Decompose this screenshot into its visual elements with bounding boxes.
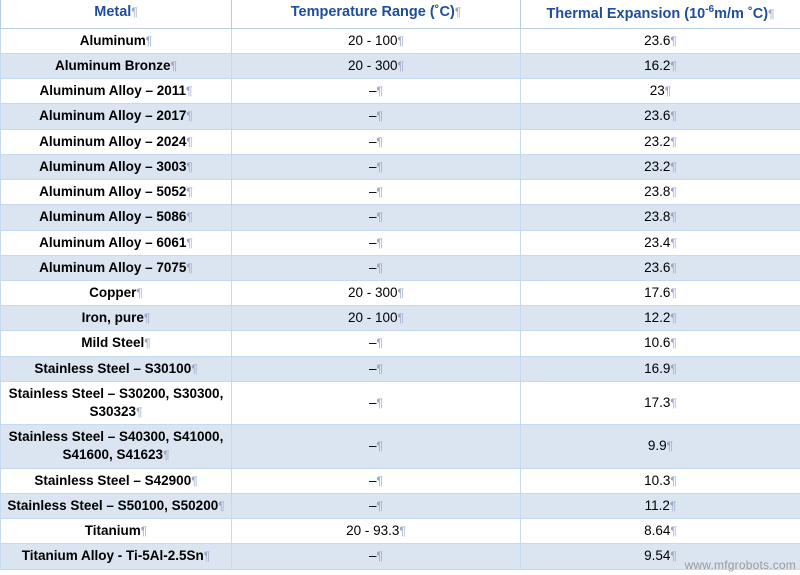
cell-temperature-range: –¶ <box>232 356 521 381</box>
paragraph-mark: ¶ <box>670 395 677 410</box>
cell-thermal-expansion: 23.2¶ <box>521 129 800 154</box>
cell-temperature-range: –¶ <box>232 154 521 179</box>
paragraph-mark: ¶ <box>664 84 672 99</box>
table-body <box>1 28 800 569</box>
column-header-metal-label: Metal <box>94 4 132 21</box>
cell-metal: Titanium¶ <box>1 519 232 544</box>
paragraph-mark: ¶ <box>670 524 677 539</box>
table-row <box>1 425 800 468</box>
paragraph-mark: ¶ <box>397 33 404 48</box>
paragraph-mark: ¶ <box>376 84 383 99</box>
cell-metal: Aluminum Alloy – 5086¶ <box>1 205 232 230</box>
cell-temperature-range: 20 - 100¶ <box>232 28 521 53</box>
thermal-expansion-exponent: -6 <box>705 4 715 15</box>
cell-thermal-expansion: 23.2¶ <box>521 154 800 179</box>
column-header-temperature-range-label: Temperature Range (˚C) <box>290 4 455 21</box>
thermal-expansion-post: m/m ˚C) <box>714 5 769 22</box>
cell-thermal-expansion: 17.3¶ <box>521 381 800 424</box>
table-row <box>1 129 800 154</box>
paragraph-mark: ¶ <box>136 405 143 420</box>
table-row <box>1 306 800 331</box>
cell-metal: Aluminum Alloy – 5052¶ <box>1 180 232 205</box>
cell-metal: Aluminum Alloy – 2024¶ <box>1 129 232 154</box>
cell-thermal-expansion: 12.2¶ <box>521 306 800 331</box>
paragraph-mark: ¶ <box>131 5 138 20</box>
paragraph-mark: ¶ <box>186 109 193 124</box>
table-row <box>1 205 800 230</box>
cell-metal: Stainless Steel – S30100¶ <box>1 356 232 381</box>
table-row <box>1 544 800 569</box>
paragraph-mark: ¶ <box>186 159 193 174</box>
column-header-metal <box>1 0 232 28</box>
paragraph-mark: ¶ <box>670 336 677 351</box>
cell-temperature-range: –¶ <box>232 230 521 255</box>
cell-metal: Aluminum Alloy – 6061¶ <box>1 230 232 255</box>
cell-metal: Aluminum Bronze¶ <box>1 53 232 78</box>
paragraph-mark: ¶ <box>670 159 677 174</box>
cell-metal: Copper¶ <box>1 280 232 305</box>
paragraph-mark: ¶ <box>376 210 383 225</box>
cell-temperature-range: 20 - 93.3¶ <box>232 519 521 544</box>
thermal-expansion-pre: Thermal Expansion (10 <box>546 5 706 22</box>
paragraph-mark: ¶ <box>218 498 225 513</box>
paragraph-mark: ¶ <box>191 361 198 376</box>
paragraph-mark: ¶ <box>186 84 193 99</box>
paragraph-mark: ¶ <box>397 311 404 326</box>
paragraph-mark: ¶ <box>144 336 151 351</box>
table-row <box>1 519 800 544</box>
paragraph-mark: ¶ <box>145 33 153 48</box>
cell-thermal-expansion: 10.6¶ <box>521 331 800 356</box>
paragraph-mark: ¶ <box>670 134 677 149</box>
table-row <box>1 381 800 424</box>
cell-thermal-expansion: 23.8¶ <box>521 205 800 230</box>
table-row <box>1 28 800 53</box>
paragraph-mark: ¶ <box>666 439 674 454</box>
paragraph-mark: ¶ <box>376 159 383 174</box>
cell-metal: Stainless Steel – S42900¶ <box>1 468 232 493</box>
paragraph-mark: ¶ <box>397 285 404 300</box>
table-row <box>1 493 800 518</box>
paragraph-mark: ¶ <box>397 58 404 73</box>
table-header <box>1 0 800 28</box>
paragraph-mark: ¶ <box>376 235 383 250</box>
paragraph-mark: ¶ <box>670 58 677 73</box>
cell-thermal-expansion: 23.8¶ <box>521 180 800 205</box>
cell-temperature-range: 20 - 300¶ <box>232 53 521 78</box>
table-row <box>1 468 800 493</box>
paragraph-mark: ¶ <box>670 285 677 300</box>
paragraph-mark: ¶ <box>376 109 383 124</box>
table-row <box>1 79 800 104</box>
paragraph-mark: ¶ <box>670 185 677 200</box>
paragraph-mark: ¶ <box>670 311 677 326</box>
cell-temperature-range: –¶ <box>232 544 521 569</box>
cell-metal: Stainless Steel – S50100, S50200¶ <box>1 493 232 518</box>
cell-temperature-range: –¶ <box>232 180 521 205</box>
cell-metal: Aluminum Alloy – 2011¶ <box>1 79 232 104</box>
paragraph-mark: ¶ <box>376 473 383 488</box>
cell-thermal-expansion: 8.64¶ <box>521 519 800 544</box>
paragraph-mark: ¶ <box>670 210 677 225</box>
cell-thermal-expansion: 17.6¶ <box>521 280 800 305</box>
table-row <box>1 280 800 305</box>
cell-temperature-range: –¶ <box>232 104 521 129</box>
table-row <box>1 154 800 179</box>
cell-thermal-expansion: 9.9¶ <box>521 425 800 468</box>
cell-metal: Stainless Steel – S40300, S41000, S41600, S41623¶ <box>1 425 232 468</box>
paragraph-mark: ¶ <box>669 498 677 513</box>
table-row <box>1 255 800 280</box>
table-row <box>1 230 800 255</box>
paragraph-mark: ¶ <box>186 260 193 275</box>
paragraph-mark: ¶ <box>376 260 383 275</box>
paragraph-mark: ¶ <box>186 185 193 200</box>
table-row <box>1 331 800 356</box>
paragraph-mark: ¶ <box>670 33 677 48</box>
paragraph-mark: ¶ <box>186 134 193 149</box>
paragraph-mark: ¶ <box>376 134 383 149</box>
cell-metal: Aluminum Alloy – 3003¶ <box>1 154 232 179</box>
column-header-temperature-range <box>232 0 521 28</box>
paragraph-mark: ¶ <box>203 549 211 564</box>
cell-temperature-range: –¶ <box>232 381 521 424</box>
cell-metal: Iron, pure¶ <box>1 306 232 331</box>
cell-metal: Mild Steel¶ <box>1 331 232 356</box>
cell-thermal-expansion: 23¶ <box>521 79 800 104</box>
table-row <box>1 53 800 78</box>
cell-metal: Aluminum Alloy – 7075¶ <box>1 255 232 280</box>
paragraph-mark: ¶ <box>670 235 677 250</box>
cell-thermal-expansion: 10.3¶ <box>521 468 800 493</box>
paragraph-mark: ¶ <box>376 336 383 351</box>
cell-temperature-range: –¶ <box>232 468 521 493</box>
paragraph-mark: ¶ <box>163 448 170 463</box>
cell-metal: Aluminum¶ <box>1 28 232 53</box>
cell-thermal-expansion: 23.6¶ <box>521 28 800 53</box>
cell-temperature-range: –¶ <box>232 425 521 468</box>
paragraph-mark: ¶ <box>140 524 148 539</box>
paragraph-mark: ¶ <box>191 473 198 488</box>
table-header-row <box>1 0 800 28</box>
table-row <box>1 104 800 129</box>
paragraph-mark: ¶ <box>670 473 677 488</box>
paragraph-mark: ¶ <box>454 5 462 20</box>
cell-temperature-range: –¶ <box>232 255 521 280</box>
paragraph-mark: ¶ <box>376 549 383 564</box>
cell-metal: Stainless Steel – S30200, S30300, S30323¶ <box>1 381 232 424</box>
paragraph-mark: ¶ <box>376 439 383 454</box>
paragraph-mark: ¶ <box>670 109 677 124</box>
paragraph-mark: ¶ <box>768 6 775 21</box>
cell-thermal-expansion: 23.4¶ <box>521 230 800 255</box>
paragraph-mark: ¶ <box>376 185 383 200</box>
cell-thermal-expansion: 23.6¶ <box>521 255 800 280</box>
cell-thermal-expansion: 11.2¶ <box>521 493 800 518</box>
cell-metal: Aluminum Alloy – 2017¶ <box>1 104 232 129</box>
paragraph-mark: ¶ <box>143 311 151 326</box>
paragraph-mark: ¶ <box>186 235 193 250</box>
table-row <box>1 180 800 205</box>
watermark: www.mfgrobots.com <box>684 558 796 572</box>
paragraph-mark: ¶ <box>670 260 677 275</box>
paragraph-mark: ¶ <box>376 395 383 410</box>
paragraph-mark: ¶ <box>670 549 677 564</box>
cell-metal: Titanium Alloy - Ti-5Al-2.5Sn¶ <box>1 544 232 569</box>
cell-temperature-range: 20 - 100¶ <box>232 306 521 331</box>
cell-temperature-range: –¶ <box>232 129 521 154</box>
paragraph-mark: ¶ <box>186 210 193 225</box>
cell-thermal-expansion: 16.2¶ <box>521 53 800 78</box>
table-row <box>1 356 800 381</box>
cell-thermal-expansion: 16.9¶ <box>521 356 800 381</box>
paragraph-mark: ¶ <box>136 285 143 300</box>
cell-thermal-expansion: 9.54¶ <box>521 544 800 569</box>
cell-temperature-range: –¶ <box>232 79 521 104</box>
paragraph-mark: ¶ <box>170 58 177 73</box>
column-header-thermal-expansion <box>521 0 800 28</box>
paragraph-mark: ¶ <box>670 361 677 376</box>
cell-temperature-range: –¶ <box>232 205 521 230</box>
cell-temperature-range: –¶ <box>232 493 521 518</box>
cell-temperature-range: –¶ <box>232 331 521 356</box>
cell-thermal-expansion: 23.6¶ <box>521 104 800 129</box>
paragraph-mark: ¶ <box>399 524 406 539</box>
cell-temperature-range: 20 - 300¶ <box>232 280 521 305</box>
paragraph-mark: ¶ <box>376 361 383 376</box>
paragraph-mark: ¶ <box>376 498 383 513</box>
